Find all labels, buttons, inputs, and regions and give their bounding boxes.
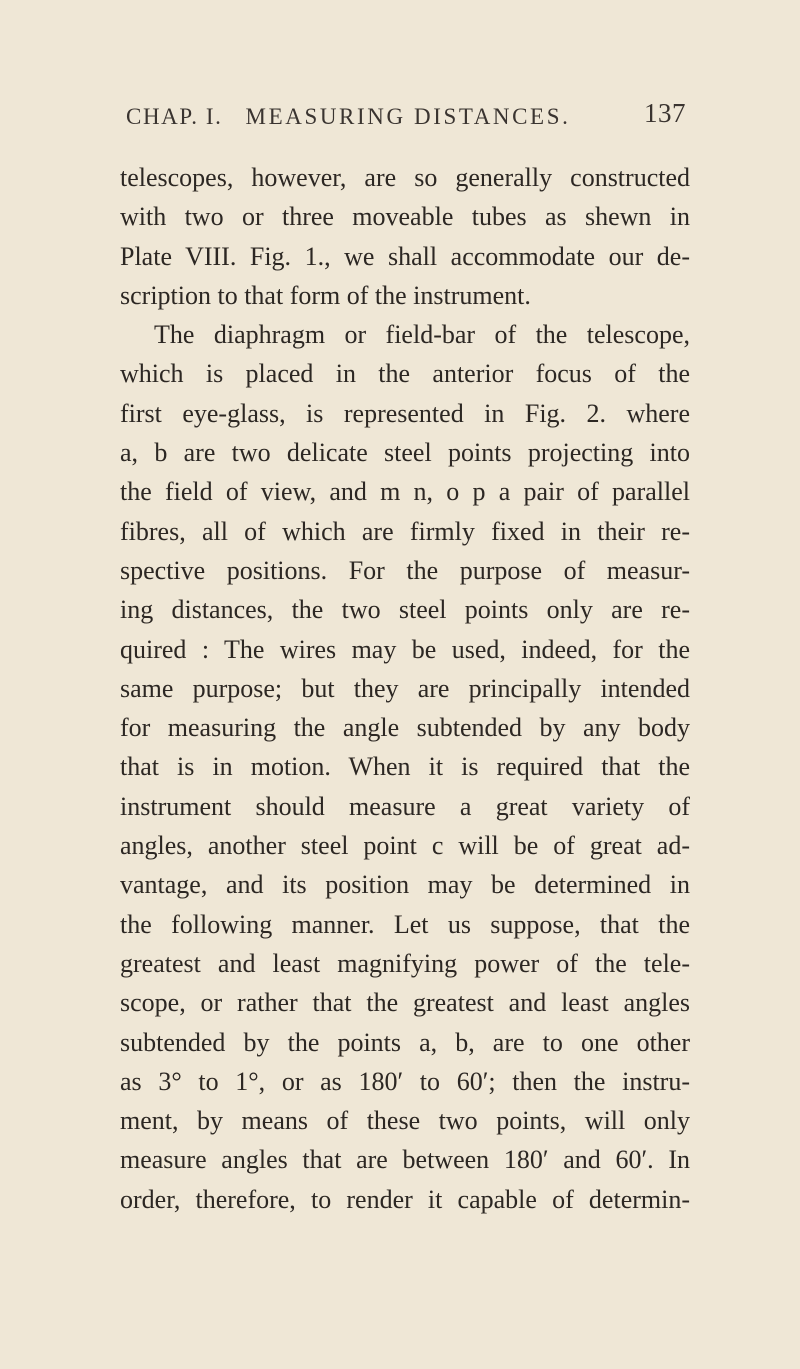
text-line: The diaphragm or field-bar of the telescope, [154,320,690,350]
text-line: quired : The wires may be used, indeed, for the [120,634,690,664]
text-line: telescopes, however, are so generally constructed [120,163,690,192]
text-line: angles, another steel point c will be of great ad- [120,831,690,861]
page-number: 137 [644,98,686,128]
text-line: for measuring the angle subtended by any body [120,713,690,743]
text-line: scription to that form of the instrument. [120,280,531,310]
text-line: greatest and least magnifying power of the tele- [120,948,690,978]
text-line: spective positions. For the purpose of measur- [120,555,690,585]
running-head [126,98,686,144]
text-line: vantage, and its position may be determined in [120,870,690,900]
text-line: the field of view, and m n, o p a pair of parallel [120,477,690,507]
text-line: with two or three moveable tubes as shewn in [120,202,690,232]
text-line: the following manner. Let us suppose, that the [120,909,690,939]
text-line: Plate VIII. Fig. 1., we shall accommodate our de- [120,241,690,271]
text-line: measure angles that are between 180′ and 60′. In [120,1145,690,1175]
text-line: fibres, all of which are firmly fixed in their re- [120,516,690,546]
body-text [120,158,690,1219]
text-line: same purpose; but they are principally intended [120,673,690,703]
text-line: subtended by the points a, b, are to one other [120,1027,690,1057]
text-line: as 3° to 1°, or as 180′ to 60′; then the instru- [120,1066,690,1096]
text-line: a, b are two delicate steel points projecting into [120,438,690,468]
text-line: scope, or rather that the greatest and least angles [120,988,690,1018]
running-title: MEASURING DISTANCES. [245,104,571,129]
text-line: ing distances, the two steel points only are re- [120,595,690,625]
text-line: instrument should measure a great variety of [120,791,690,821]
text-line: ment, by means of these two points, will only [120,1106,690,1136]
text-line: order, therefore, to render it capable of determin- [120,1184,690,1214]
text-line: which is placed in the anterior focus of the [120,359,690,389]
text-line: first eye-glass, is represented in Fig. 2. where [120,398,690,428]
text-line: that is in motion. When it is required that the [120,752,690,782]
chapter-label: CHAP. I. [126,104,223,129]
